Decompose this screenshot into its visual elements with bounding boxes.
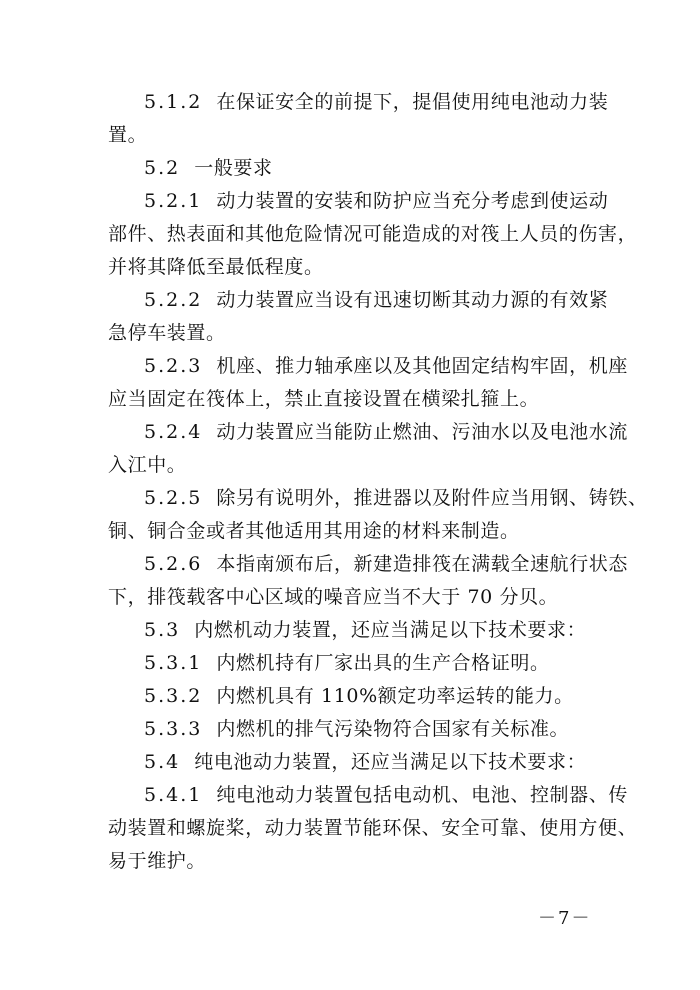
paragraph-text: 置。 xyxy=(108,124,148,146)
paragraph-text: 动力装置应当设有迅速切断其动力源的有效紧 xyxy=(216,289,609,311)
paragraph-line xyxy=(108,449,598,482)
paragraph xyxy=(108,746,598,779)
paragraph xyxy=(108,614,598,647)
section-number: 5.2.4 xyxy=(144,421,203,443)
paragraph-text: 本指南颁布后，新建造排筏在满载全速航行状态 xyxy=(216,553,628,575)
paragraph-line xyxy=(108,812,638,845)
paragraph-text: 机座、推力轴承座以及其他固定结构牢固，机座 xyxy=(216,355,628,377)
section-number: 5.2.3 xyxy=(144,355,203,377)
paragraph-line xyxy=(108,647,598,680)
paragraph xyxy=(108,779,638,878)
paragraph-line xyxy=(108,251,598,284)
paragraph-text: 部件、热表面和其他危险情况可能造成的对筏上人员的伤害， xyxy=(108,223,638,245)
paragraph-text: 应当固定在筏体上，禁止直接设置在横梁扎箍上。 xyxy=(108,388,540,410)
paragraph xyxy=(108,284,609,350)
paragraph xyxy=(108,416,628,482)
paragraph-text: 易于维护。 xyxy=(108,850,207,872)
paragraph-text: 动力装置应当能防止燃油、污油水以及电池水流 xyxy=(216,421,628,443)
section-number: 5.2.1 xyxy=(144,190,203,212)
section-number: 5.3.3 xyxy=(144,718,203,740)
section-number: 5.2 xyxy=(144,157,181,179)
paragraph-text: 内燃机持有厂家出具的生产合格证明。 xyxy=(216,652,550,674)
paragraph-line xyxy=(108,86,609,119)
paragraph xyxy=(108,152,598,185)
paragraph-line xyxy=(108,746,598,779)
section-number: 5.2.5 xyxy=(144,487,203,509)
paragraph-text: 内燃机动力装置，还应当满足以下技术要求： xyxy=(194,619,587,641)
section-number: 5.3 xyxy=(144,619,181,641)
paragraph-text: 内燃机的排气污染物符合国家有关标准。 xyxy=(216,718,570,740)
paragraph-text: 入江中。 xyxy=(108,454,187,476)
paragraph-line xyxy=(108,548,628,581)
paragraph-text: 在保证安全的前提下，提倡使用纯电池动力装 xyxy=(216,91,609,113)
paragraph-line xyxy=(108,218,638,251)
paragraph-line xyxy=(108,119,598,152)
paragraph-line xyxy=(108,845,598,878)
paragraph-line xyxy=(108,515,598,548)
paragraph-line xyxy=(108,779,628,812)
paragraph-line xyxy=(108,383,598,416)
paragraph-text: 内燃机具有 110%额定功率运转的能力。 xyxy=(216,685,574,707)
section-number: 5.2.6 xyxy=(144,553,203,575)
paragraph-line xyxy=(108,317,598,350)
paragraph xyxy=(108,482,648,548)
section-number: 5.3.1 xyxy=(144,652,203,674)
paragraph-text: 纯电池动力装置包括电动机、电池、控制器、传 xyxy=(216,784,628,806)
paragraph-line xyxy=(108,185,609,218)
paragraph xyxy=(108,647,598,680)
paragraph-line xyxy=(108,284,609,317)
paragraph-line xyxy=(108,581,598,614)
paragraph-line xyxy=(108,416,628,449)
paragraph xyxy=(108,713,598,746)
paragraph-text: 纯电池动力装置，还应当满足以下技术要求： xyxy=(194,751,587,773)
paragraph-line xyxy=(108,614,598,647)
paragraph-line xyxy=(108,152,598,185)
paragraph xyxy=(108,680,598,713)
paragraph-text: 除另有说明外，推进器以及附件应当用钢、铸铁、 xyxy=(216,487,648,509)
paragraph xyxy=(108,350,628,416)
paragraph xyxy=(108,185,638,284)
section-number: 5.4.1 xyxy=(144,784,203,806)
paragraph-line xyxy=(108,680,598,713)
paragraph-line xyxy=(108,713,598,746)
paragraph-text: 急停车装置。 xyxy=(108,322,226,344)
section-number: 5.1.2 xyxy=(144,91,203,113)
page-number: －7－ xyxy=(538,908,592,929)
paragraph-text: 一般要求 xyxy=(194,157,273,179)
paragraph-text: 下，排筏载客中心区域的噪音应当不大于 70 分贝。 xyxy=(108,586,559,608)
paragraph-text: 并将其降低至最低程度。 xyxy=(108,256,324,278)
section-number: 5.3.2 xyxy=(144,685,203,707)
paragraph xyxy=(108,86,609,152)
paragraph-text: 铜、铜合金或者其他适用其用途的材料来制造。 xyxy=(108,520,520,542)
paragraph xyxy=(108,548,628,614)
document-body xyxy=(108,86,648,878)
paragraph-line xyxy=(108,482,648,515)
section-number: 5.2.2 xyxy=(144,289,203,311)
section-number: 5.4 xyxy=(144,751,181,773)
paragraph-text: 动装置和螺旋桨，动力装置节能环保、安全可靠、使用方便、 xyxy=(108,817,638,839)
paragraph-line xyxy=(108,350,628,383)
paragraph-text: 动力装置的安装和防护应当充分考虑到使运动 xyxy=(216,190,609,212)
